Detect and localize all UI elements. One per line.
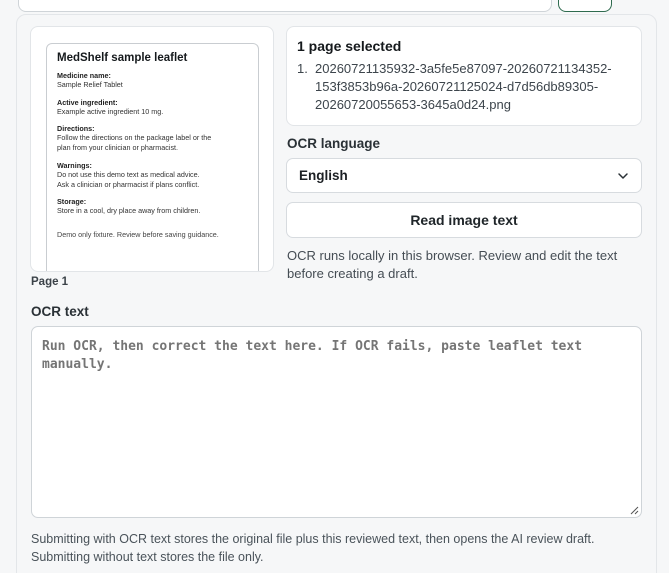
ocr-language-label: OCR language [287,136,381,151]
top-action-button[interactable] [558,0,612,12]
top-input-field[interactable] [18,0,552,12]
submit-note: Submitting with OCR text stores the original file plus this reviewed text, then opens the AI review draft. Submitting without text stores the file only. [31,532,595,564]
leaflet-thumbnail [46,43,259,272]
page-preview-panel[interactable] [30,26,274,272]
leaflet-section [57,197,248,216]
leaflet-section-label: Active ingredient: [57,97,118,107]
ocr-language-select[interactable] [286,158,642,193]
resize-grip-icon[interactable] [630,506,639,515]
leaflet-section-label: Storage: [57,197,87,207]
list-item [297,60,631,114]
ocr-text-label: OCR text [31,304,89,319]
leaflet-section-line: Ask a clinician or pharmacist if plans conflict. [57,179,200,189]
leaflet-section-line: Follow the directions on the package label or the [57,133,212,143]
leaflet-title: MedShelf sample leaflet [57,52,188,64]
read-image-text-button[interactable]: Read image text [286,202,642,238]
selected-pages-box [286,26,642,126]
leaflet-section [57,161,248,189]
leaflet-section [57,71,248,90]
leaflet-section-line: Do not use this demo text as medical advice. [57,169,200,179]
leaflet-section-line: Sample Relief Tablet [57,80,123,89]
leaflet-section-label: Warnings: [57,160,92,170]
leaflet-section [57,98,248,117]
selected-pages-list [297,60,631,114]
ocr-text-area[interactable] [31,326,642,518]
ocr-note: OCR runs locally in this browser. Review and edit the text before creating a draft. [287,248,618,281]
top-toolbar [0,0,669,14]
leaflet-section-line: Example active ingredient 10 mg. [57,106,164,116]
list-item-number: 1. [297,61,308,76]
ocr-language-value: English [299,168,348,183]
leaflet-section-line: plan from your clinician or pharmacist. [57,143,179,153]
page-label: Page 1 [31,276,69,288]
leaflet-section-line: Store in a cool, dry place away from children. [57,206,201,216]
file-name: 20260721135932-3a5fe5e87097-20260721134352-153f3853b96a-20260721125024-d7d56db89305-20260720055653-3645a0d24.png [315,61,612,112]
leaflet-section [57,124,248,152]
leaflet-section-label: Directions: [57,124,95,134]
leaflet-section-label: Medicine name: [57,71,111,80]
selected-pages-title: 1 page selected [297,38,402,54]
chevron-down-icon [617,170,629,182]
leaflet-footer: Demo only fixture. Review before saving guidance. [57,230,219,240]
